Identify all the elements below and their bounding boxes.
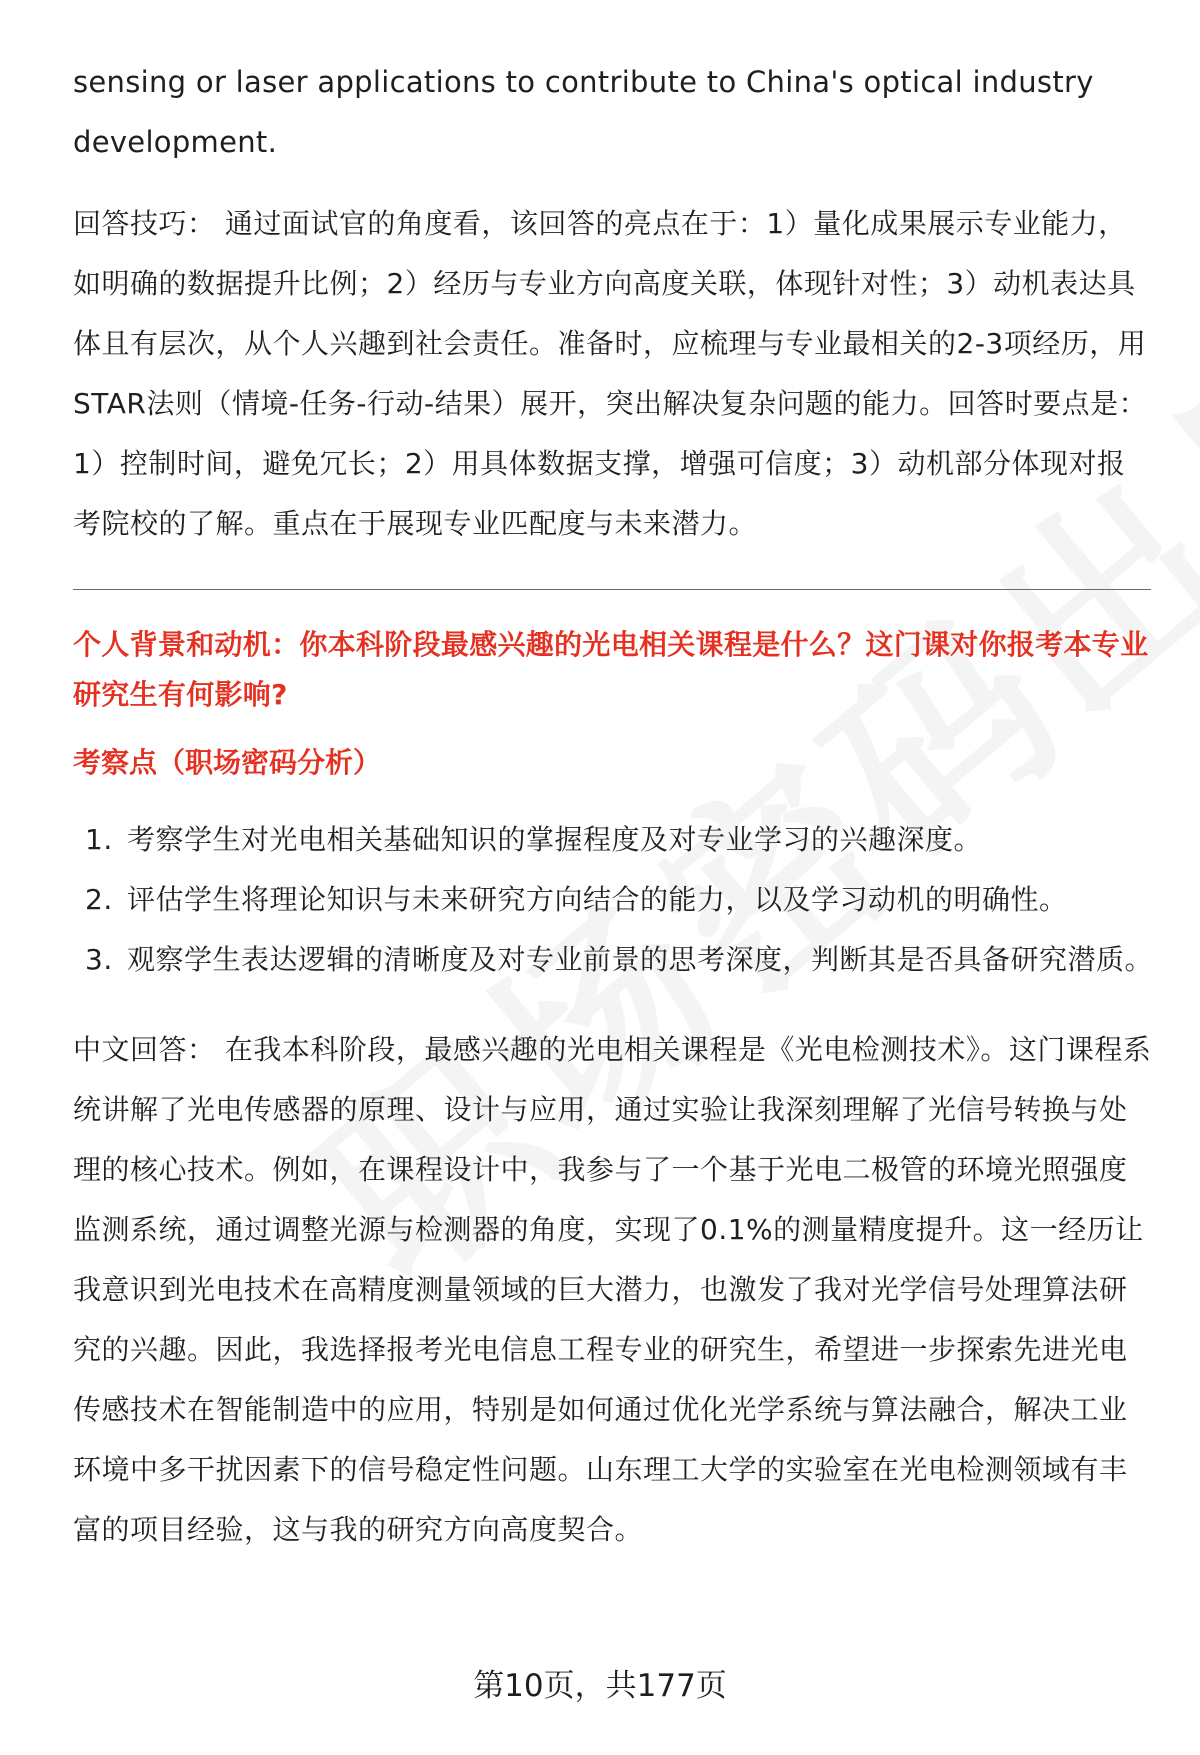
intro-paragraph: sensing or laser applications to contribute to China's optical industry development. xyxy=(73,65,1094,159)
section-divider xyxy=(73,589,1151,590)
section-title: 考察点（职场密码分析） xyxy=(73,746,382,779)
answer-paragraph: 中文回答： 在我本科阶段，最感兴趣的光电相关课程是《光电检测技术》。这门课程系统讲解了光电传感器的原理、设计与应用，通过实验让我深刻理解了光信号转换与处理的核心技术。例如，在课程设计中，我参与了一个基于光电二极管的环境光照强度监测系统，通过调整光源与检测器的角度，实现了0.1%的测量精度提升。这一经历让我意识到光电技术在高精度测量领域的巨大潜力，也激发了我对光学信号处理算法研究的兴趣。因此，我选择报考光电信息工程专业的研究生，希望进一步探索先进光电传感技术在智能制造中的应用，特别是如何通过优化光学系统与算法融合，解决工业环境中多干扰因素下的信号稳定性问题。山东理工大学的实验室在光电检测领域有丰富的项目经验，这与我的研究方向高度契合。 xyxy=(73,1033,1152,1546)
tips-paragraph: 回答技巧： 通过面试官的角度看，该回答的亮点在于：1）量化成果展示专业能力，如明确的数据提升比例；2）经历与专业方向高度关联，体现针对性；3）动机表达具体且有层次，从个人兴趣到社会责任。准备时，应梳理与专业最相关的2-3项经历，用STAR法则（情境-任务-行动-结果）展开，突出解决复杂问题的能力。回答时要点是：1）控制时间，避免冗长；2）用具体数据支撑，增强可信度；3）动机部分体现对报考院校的了解。重点在于展现专业匹配度与未来潜力。 xyxy=(73,207,1148,540)
list-item xyxy=(73,810,1153,870)
list-item-text: 评估学生将理论知识与未来研究方向结合的能力，以及学习动机的明确性。 xyxy=(127,883,1068,916)
list-item xyxy=(73,930,1153,990)
list-item-number: 2. xyxy=(85,883,113,916)
question-heading: 个人背景和动机：你本科阶段最感兴趣的光电相关课程是什么？这门课对你报考本专业研究生有何影响? xyxy=(73,628,1149,711)
list-item-text: 考察学生对光电相关基础知识的掌握程度及对专业学习的兴趣深度。 xyxy=(127,823,983,856)
document-page xyxy=(73,52,1153,1560)
list-item xyxy=(73,870,1153,930)
list-item-text: 观察学生表达逻辑的清晰度及对专业前景的思考深度，判断其是否具备研究潜质。 xyxy=(127,943,1154,976)
assessment-points-list xyxy=(73,810,1153,990)
page-number-footer: 第10页，共177页 xyxy=(473,1668,727,1704)
list-item-number: 1. xyxy=(85,823,113,856)
list-item-number: 3. xyxy=(85,943,113,976)
